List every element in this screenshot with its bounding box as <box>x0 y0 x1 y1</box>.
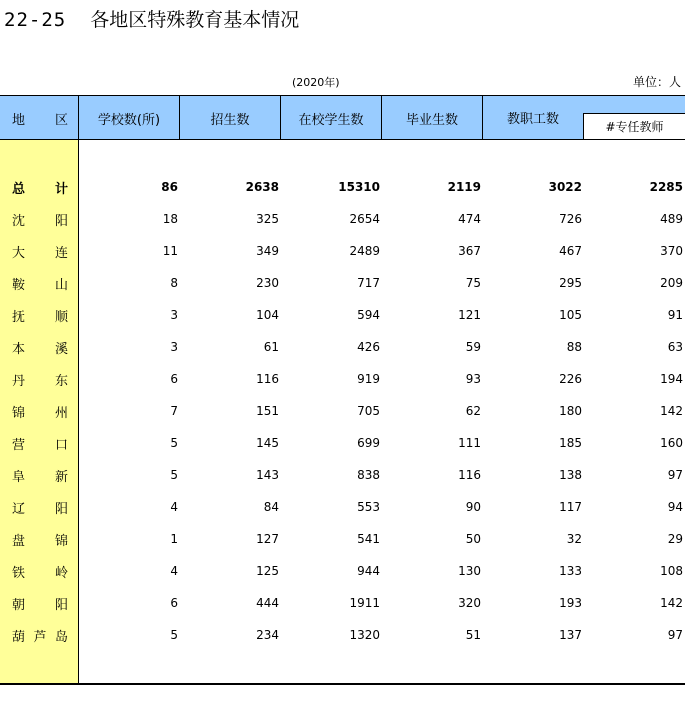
row-region-name <box>12 299 68 331</box>
region-char: 岛 <box>54 629 68 645</box>
header-graduates: 毕业生数 <box>405 112 458 128</box>
region-char: 葫 <box>12 629 26 645</box>
region-char: 朝 <box>12 597 26 613</box>
cell-value: 117 <box>559 500 582 514</box>
region-char: 山 <box>54 277 68 293</box>
row-region-name <box>12 587 68 619</box>
cell-value: 29 <box>667 532 683 546</box>
cell-value: 142 <box>660 404 683 418</box>
cell-value: 185 <box>559 436 582 450</box>
region-char: 大 <box>12 245 26 261</box>
cell-value: 553 <box>357 500 380 514</box>
cell-value: 18 <box>162 212 178 226</box>
row-region-name <box>12 395 68 427</box>
cell-value: 2119 <box>447 180 481 194</box>
cell-value: 130 <box>458 564 481 578</box>
table-row <box>0 523 685 555</box>
table-row <box>0 363 685 395</box>
cell-value: 105 <box>559 308 582 322</box>
region-char: 沈 <box>12 213 26 229</box>
region-char: 鞍 <box>12 277 26 293</box>
header-region-char: 地 <box>12 112 26 128</box>
cell-value: 426 <box>357 340 380 354</box>
region-char: 阜 <box>12 469 26 485</box>
cell-value: 230 <box>256 276 279 290</box>
cell-value: 32 <box>566 532 582 546</box>
header-staff: 教职工数 <box>506 111 559 127</box>
cell-value: 160 <box>660 436 683 450</box>
cell-value: 594 <box>357 308 380 322</box>
cell-value: 15310 <box>338 180 380 194</box>
cell-value: 370 <box>660 244 683 258</box>
cell-value: 705 <box>357 404 380 418</box>
header-teachers: #专任教师 <box>583 113 685 139</box>
row-region-name <box>12 619 68 651</box>
cell-value: 5 <box>170 468 178 482</box>
row-region-name <box>12 171 68 203</box>
region-char: 芦 <box>33 629 47 645</box>
cell-value: 325 <box>256 212 279 226</box>
cell-value: 2638 <box>245 180 279 194</box>
row-region-name <box>12 331 68 363</box>
header-enrollment: 招生数 <box>210 112 250 128</box>
cell-value: 93 <box>465 372 481 386</box>
region-char: 新 <box>54 469 68 485</box>
region-char: 本 <box>12 341 26 357</box>
cell-value: 8 <box>170 276 178 290</box>
cell-value: 295 <box>559 276 582 290</box>
cell-value: 3 <box>170 340 178 354</box>
table-row <box>0 459 685 491</box>
cell-value: 91 <box>667 308 683 322</box>
cell-value: 75 <box>465 276 481 290</box>
table-row <box>0 203 685 235</box>
cell-value: 5 <box>170 628 178 642</box>
row-region-name <box>12 235 68 267</box>
row-region-name <box>12 555 68 587</box>
table-row <box>0 427 685 459</box>
cell-value: 151 <box>256 404 279 418</box>
cell-value: 3 <box>170 308 178 322</box>
region-char: 岭 <box>54 565 68 581</box>
cell-value: 919 <box>357 372 380 386</box>
cell-value: 226 <box>559 372 582 386</box>
cell-value: 3022 <box>548 180 582 194</box>
cell-value: 62 <box>465 404 481 418</box>
region-char: 阳 <box>54 213 68 229</box>
cell-value: 97 <box>667 628 683 642</box>
row-region-name <box>12 363 68 395</box>
region-char: 锦 <box>12 405 26 421</box>
cell-value: 84 <box>263 500 279 514</box>
row-region-name <box>12 427 68 459</box>
cell-value: 51 <box>465 628 481 642</box>
table-row <box>0 619 685 651</box>
table-row <box>0 587 685 619</box>
cell-value: 116 <box>256 372 279 386</box>
region-char: 抚 <box>12 309 26 325</box>
cell-value: 7 <box>170 404 178 418</box>
region-char: 东 <box>54 373 68 389</box>
cell-value: 88 <box>566 340 582 354</box>
region-char: 盘 <box>12 533 26 549</box>
cell-value: 61 <box>263 340 279 354</box>
table-bottom-border <box>0 683 685 685</box>
cell-value: 699 <box>357 436 380 450</box>
cell-value: 5 <box>170 436 178 450</box>
cell-value: 145 <box>256 436 279 450</box>
cell-value: 2285 <box>649 180 683 194</box>
cell-value: 194 <box>660 372 683 386</box>
cell-value: 2654 <box>349 212 380 226</box>
cell-value: 1911 <box>349 596 380 610</box>
cell-value: 116 <box>458 468 481 482</box>
region-char: 锦 <box>54 533 68 549</box>
cell-value: 11 <box>162 244 178 258</box>
cell-value: 717 <box>357 276 380 290</box>
region-char: 顺 <box>54 309 68 325</box>
cell-value: 59 <box>465 340 481 354</box>
cell-value: 138 <box>559 468 582 482</box>
cell-value: 320 <box>458 596 481 610</box>
region-char: 营 <box>12 437 26 453</box>
row-region-name <box>12 267 68 299</box>
row-region-name <box>12 459 68 491</box>
cell-value: 108 <box>660 564 683 578</box>
table-row <box>0 267 685 299</box>
cell-value: 444 <box>256 596 279 610</box>
cell-value: 367 <box>458 244 481 258</box>
cell-value: 63 <box>667 340 683 354</box>
cell-value: 125 <box>256 564 279 578</box>
cell-value: 4 <box>170 564 178 578</box>
cell-value: 143 <box>256 468 279 482</box>
cell-value: 86 <box>161 180 178 194</box>
cell-value: 94 <box>667 500 683 514</box>
cell-value: 489 <box>660 212 683 226</box>
region-char: 连 <box>54 245 68 261</box>
header-region <box>12 96 68 140</box>
header-schools: 学校数(所) <box>97 112 161 128</box>
cell-value: 349 <box>256 244 279 258</box>
row-region-name <box>12 203 68 235</box>
cell-value: 6 <box>170 596 178 610</box>
region-char: 丹 <box>12 373 26 389</box>
cell-value: 209 <box>660 276 683 290</box>
region-char: 州 <box>54 405 68 421</box>
cell-value: 1320 <box>349 628 380 642</box>
cell-value: 234 <box>256 628 279 642</box>
table-row <box>0 299 685 331</box>
cell-value: 541 <box>357 532 380 546</box>
row-region-name <box>12 523 68 555</box>
year-label: (2020年) <box>292 76 340 89</box>
cell-value: 6 <box>170 372 178 386</box>
table-row <box>0 235 685 267</box>
header-region-char: 区 <box>54 112 68 128</box>
cell-value: 111 <box>458 436 481 450</box>
cell-value: 1 <box>170 532 178 546</box>
cell-value: 127 <box>256 532 279 546</box>
region-char: 计 <box>54 181 68 197</box>
cell-value: 944 <box>357 564 380 578</box>
cell-value: 4 <box>170 500 178 514</box>
cell-value: 97 <box>667 468 683 482</box>
cell-value: 467 <box>559 244 582 258</box>
region-char: 铁 <box>12 565 26 581</box>
table-row <box>0 491 685 523</box>
region-char: 溪 <box>54 341 68 357</box>
cell-value: 726 <box>559 212 582 226</box>
table-row <box>0 555 685 587</box>
cell-value: 90 <box>465 500 481 514</box>
cell-value: 137 <box>559 628 582 642</box>
table-row <box>0 331 685 363</box>
cell-value: 180 <box>559 404 582 418</box>
cell-value: 2489 <box>349 244 380 258</box>
cell-value: 142 <box>660 596 683 610</box>
cell-value: 121 <box>458 308 481 322</box>
header-students: 在校学生数 <box>298 112 364 128</box>
region-char: 阳 <box>54 501 68 517</box>
table-row <box>0 171 685 203</box>
cell-value: 133 <box>559 564 582 578</box>
cell-value: 838 <box>357 468 380 482</box>
table-title: 各地区特殊教育基本情况 <box>90 9 300 31</box>
region-char: 口 <box>54 437 68 453</box>
unit-label: 单位：人 <box>632 75 681 89</box>
cell-value: 50 <box>465 532 481 546</box>
cell-value: 193 <box>559 596 582 610</box>
page-title <box>4 5 299 32</box>
region-char: 阳 <box>54 597 68 613</box>
region-char: 总 <box>12 181 26 197</box>
row-region-name <box>12 491 68 523</box>
cell-value: 474 <box>458 212 481 226</box>
table-number: 22-25 <box>4 9 67 31</box>
cell-value: 104 <box>256 308 279 322</box>
region-char: 辽 <box>12 501 26 517</box>
table-row <box>0 395 685 427</box>
